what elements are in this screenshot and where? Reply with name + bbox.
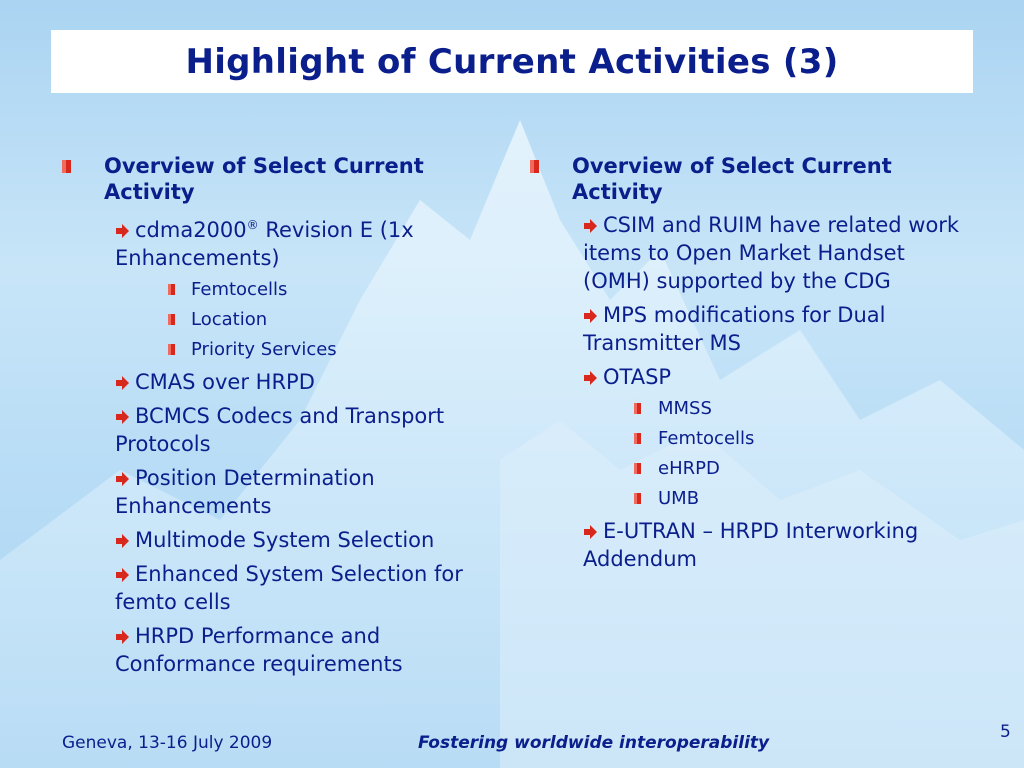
left-item-1: cdma2000® Revision E (1x Enhancements) (115, 218, 414, 270)
arrow-bullet-icon (115, 472, 129, 486)
right-subitem-umb: UMB (530, 487, 970, 511)
left-item-7: HRPD Performance and Conformance requirements (115, 624, 403, 676)
right-item-4: E-UTRAN – HRPD Interworking Addendum (583, 519, 919, 571)
arrow-bullet-icon (115, 534, 129, 548)
right-subitem-mmss: MMSS (530, 397, 970, 421)
arrow-bullet-icon (583, 371, 597, 385)
square-bullet-icon (168, 284, 175, 295)
left-subitem-location: Location (62, 308, 502, 332)
left-item-3: BCMCS Codecs and Transport Protocols (115, 404, 445, 456)
square-bullet-icon (634, 403, 641, 414)
left-subitem-priority-services: Priority Services (62, 338, 502, 362)
left-heading: Overview of Select Current Activity (62, 153, 502, 205)
square-bullet-icon (634, 493, 641, 504)
right-subitem-femtocells: Femtocells (530, 427, 970, 451)
square-bullet-icon (168, 314, 175, 325)
arrow-bullet-icon (115, 410, 129, 424)
arrow-bullet-icon (115, 630, 129, 644)
page-number: 5 (1000, 722, 1011, 742)
arrow-bullet-icon (583, 525, 597, 539)
footer-tagline: Fostering worldwide interoperability (418, 733, 770, 753)
right-heading: Overview of Select Current Activity (530, 153, 970, 205)
square-bullet-icon (62, 160, 71, 173)
square-bullet-icon (168, 344, 175, 355)
square-bullet-icon (634, 463, 641, 474)
slide-title: Highlight of Current Activities (3) (185, 41, 839, 82)
arrow-bullet-icon (115, 224, 129, 238)
square-bullet-icon (530, 160, 539, 173)
left-item-6: Enhanced System Selection for femto cells (115, 562, 463, 614)
square-bullet-icon (634, 433, 641, 444)
left-column (62, 153, 502, 684)
arrow-bullet-icon (115, 568, 129, 582)
right-item-1: CSIM and RUIM have related work items to Open Market Handset (OMH) supported by the CDG (583, 213, 960, 293)
title-bar (51, 30, 973, 93)
right-subitem-ehrpd: eHRPD (530, 457, 970, 481)
right-item-2: MPS modifications for Dual Transmitter MS (583, 303, 886, 355)
left-item-5: Multimode System Selection (62, 526, 502, 554)
right-column (530, 153, 970, 579)
left-item-4: Position Determination Enhancements (115, 466, 375, 518)
left-subitem-femtocells: Femtocells (62, 278, 502, 302)
arrow-bullet-icon (583, 309, 597, 323)
arrow-bullet-icon (583, 219, 597, 233)
footer-location-date: Geneva, 13-16 July 2009 (62, 733, 273, 753)
arrow-bullet-icon (115, 376, 129, 390)
right-item-3: OTASP (530, 363, 970, 391)
left-item-2: CMAS over HRPD (62, 368, 502, 396)
